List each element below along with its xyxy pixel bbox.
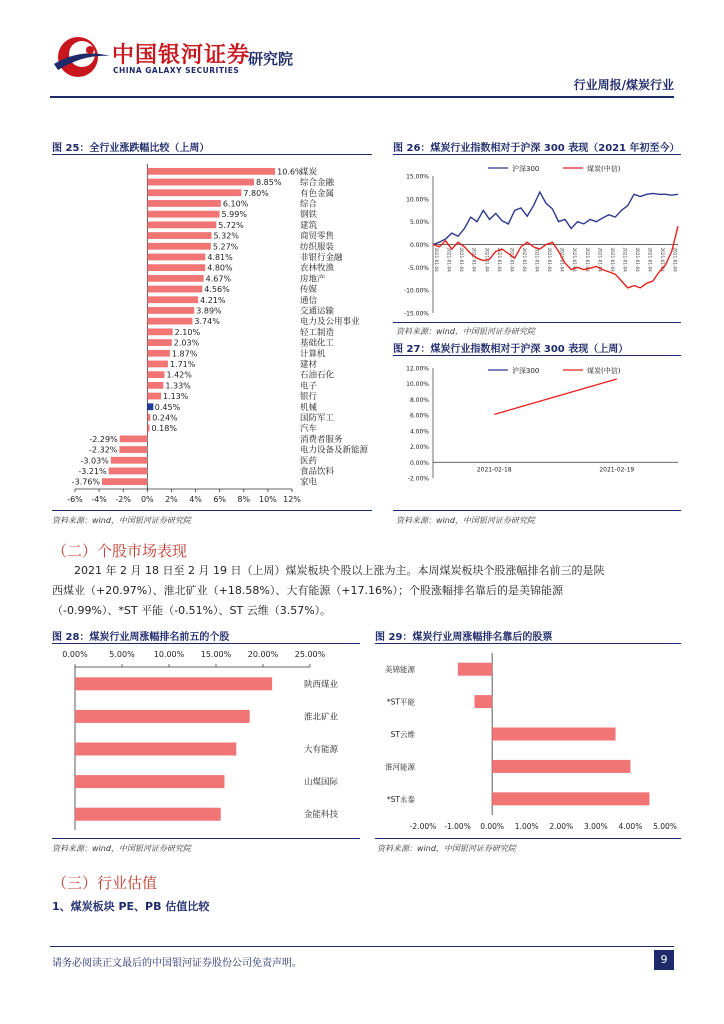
fig28-category-label: 淮北矿业: [304, 712, 339, 723]
fig25-bar: [147, 393, 161, 400]
fig26-legend-label: 沪深300: [512, 165, 540, 173]
page-number: 9: [654, 950, 674, 970]
fig25-category-label: 银行: [300, 392, 318, 403]
fig29-category-label: 美锦能源: [385, 665, 415, 675]
section3-subtitle: 1、煤炭板块 PE、PB 估值比较: [52, 900, 210, 913]
fig29-x-tick-label: 0.00%: [480, 822, 505, 831]
fig26-x-tick-label: 2021-01-04: [622, 247, 628, 272]
fig27-y-tick-label: 4.00%: [409, 428, 429, 436]
fig25-source: 资料来源：wind，中国银河证券研究院: [52, 516, 191, 525]
fig25-x-tick-label: 0%: [140, 495, 154, 504]
fig29-title-rule: [375, 643, 681, 644]
fig25-x-tick-label: 10%: [258, 495, 277, 504]
fig27-legend-label: 煤炭(中信): [587, 367, 621, 375]
fig25-x-tick-label: -6%: [67, 495, 83, 504]
fig25-bar: [147, 414, 150, 421]
fig28-x-tick-label: 25.00%: [294, 650, 326, 659]
fig27-source-rule: [393, 510, 681, 511]
fig26-x-tick-label: 2021-01-04: [572, 247, 578, 272]
fig27-y-tick-label: 0.00%: [409, 459, 429, 467]
fig26-title: 图 26：煤炭行业指数相对于沪深 300 表现（2021 年初至今）: [393, 143, 680, 154]
fig25-value-label: 5.99%: [221, 210, 247, 220]
fig29-chart: [375, 645, 683, 835]
fig26-y-tick-label: 15.00%: [406, 173, 429, 181]
fig29-x-tick-label: 1.00%: [514, 822, 539, 831]
fig29-x-tick-label: 3.00%: [583, 822, 608, 831]
fig25-value-label: 10.6%: [277, 167, 303, 177]
fig26-source-rule: [393, 322, 681, 323]
fig26-x-tick-label: 2021-01-04: [434, 247, 439, 272]
fig25-x-tick-label: 2%: [165, 495, 178, 504]
fig25-category-label: 商贸零售: [300, 231, 335, 242]
fig25-x-tick-label: 4%: [189, 495, 202, 504]
fig27-x-tick-label: 2021-02-18: [476, 466, 512, 474]
fig25-bar: [102, 478, 147, 485]
fig28-category-label: 陕西煤业: [304, 679, 339, 690]
fig26-x-tick-label: 2021-01-04: [446, 247, 452, 272]
fig26-x-tick-label: 2021-01-04: [471, 247, 477, 272]
fig26-series-line: [433, 226, 678, 288]
fig28-bar: [75, 710, 250, 723]
fig28-source: 资料来源：wind，中国银河证券研究院: [52, 844, 191, 853]
fig25-x-tick-label: 6%: [213, 495, 227, 504]
fig26-x-tick-label: 2021-01-04: [597, 247, 603, 272]
fig28-category-label: 金能科技: [304, 810, 339, 821]
fig28-bar: [75, 743, 236, 756]
fig25-chart: [50, 158, 380, 508]
fig25-bar: [120, 435, 148, 442]
fig25-value-label: 0.24%: [152, 413, 178, 423]
logo-en-text: CHINA GALAXY SECURITIES: [113, 66, 240, 75]
fig29-bar: [475, 695, 493, 708]
fig25-bar: [111, 457, 148, 464]
fig26-source: 资料来源：wind，中国银河证券研究院: [396, 327, 535, 336]
fig26-x-tick-label: 2021-01-04: [647, 247, 653, 272]
fig25-value-label: -2.29%: [89, 434, 118, 444]
fig25-category-label: 建筑: [300, 220, 318, 231]
fig25-value-label: 1.13%: [162, 392, 189, 402]
fig26-y-tick-label: -15.00%: [403, 310, 429, 318]
fig25-category-label: 农林牧渔: [300, 263, 335, 274]
fig25-value-label: 5.27%: [212, 242, 239, 252]
fig29-x-tick-label: -1.00%: [444, 822, 471, 831]
fig25-value-label: 4.21%: [200, 295, 226, 305]
fig29-x-tick-label: 4.00%: [618, 822, 643, 831]
fig25-category-label: 医药: [300, 456, 318, 467]
fig29-category-label: *ST平能: [386, 697, 415, 707]
fig25-value-label: 1.71%: [169, 359, 196, 369]
fig25-value-label: 7.80%: [243, 188, 269, 198]
institute-label: 研究院: [248, 50, 294, 68]
fig25-source-rule: [52, 510, 372, 511]
fig25-category-label: 消费者服务: [300, 434, 343, 445]
fig25-bar: [147, 264, 205, 271]
fig26-x-tick-label: 2021-01-04: [672, 247, 678, 272]
fig25-category-label: 家电: [300, 477, 318, 488]
fig25-x-tick-label: -4%: [91, 495, 107, 504]
fig27-source: 资料来源：wind，中国银河证券研究院: [396, 516, 535, 525]
fig27-y-tick-label: -2.00%: [407, 475, 429, 483]
fig26-x-tick-label: 2021-01-04: [459, 247, 465, 272]
fig29-x-tick-label: 2.00%: [549, 822, 574, 831]
fig27-y-tick-label: 8.00%: [409, 396, 429, 404]
fig28-bar: [75, 677, 272, 690]
fig28-category-label: 大有能源: [304, 745, 339, 755]
fig25-category-label: 非银行金融: [300, 252, 343, 263]
fig26-x-tick-label: 2021-01-04: [534, 247, 540, 272]
fig25-value-label: 1.87%: [171, 349, 198, 359]
fig26-x-tick-label: 2021-01-04: [584, 247, 590, 272]
fig27-title: 图 27：煤炭行业指数相对于沪深 300 表现（上周）: [393, 344, 629, 355]
fig25-value-label: -3.76%: [71, 477, 101, 487]
fig29-source: 资料来源：wind，中国银河证券研究院: [377, 844, 516, 853]
fig26-y-tick-label: -5.00%: [407, 264, 429, 272]
fig27-series-line: [494, 379, 617, 414]
fig25-category-label: 电力及公用事业: [300, 317, 360, 328]
fig25-bar: [147, 425, 149, 432]
fig25-value-label: 4.56%: [204, 285, 230, 295]
fig25-bar: [147, 211, 219, 218]
fig28-x-tick-label: 20.00%: [247, 650, 279, 659]
fig27-y-tick-label: 6.00%: [409, 412, 429, 420]
fig28-x-tick-label: 15.00%: [200, 650, 232, 659]
fig25-bar: [147, 307, 194, 314]
fig29-bar: [458, 663, 492, 676]
fig25-x-tick-label: 12%: [283, 495, 301, 504]
fig25-value-label: 6.10%: [222, 199, 249, 209]
fig25-bar: [147, 382, 163, 389]
fig29-category-label: 淮河能源: [385, 762, 415, 772]
fig25-bar: [147, 328, 172, 335]
fig25-bar: [119, 446, 147, 453]
fig25-value-label: 5.32%: [213, 231, 239, 241]
fig25-value-label: 2.03%: [173, 338, 200, 348]
fig26-x-tick-label: 2021-01-04: [609, 247, 615, 272]
fig25-value-label: -3.21%: [78, 466, 107, 476]
fig26-x-tick-label: 2021-01-04: [521, 247, 527, 272]
fig25-category-label: 交通运输: [300, 306, 335, 317]
fig25-category-label: 建材: [300, 359, 318, 370]
fig27-y-tick-label: 10.00%: [406, 381, 429, 389]
fig27-legend-label: 沪深300: [512, 367, 540, 375]
fig25-category-label: 基础化工: [300, 338, 335, 349]
fig25-bar: [147, 232, 211, 239]
fig25-bar: [147, 350, 170, 357]
fig25-category-label: 机械: [300, 402, 318, 413]
fig25-bar: [147, 243, 211, 250]
fig25-value-label: -3.03%: [80, 456, 109, 466]
fig25-bar: [147, 286, 202, 293]
fig25-bar: [147, 179, 254, 186]
fig25-category-label: 轻工制造: [300, 327, 335, 338]
fig26-y-tick-label: 10.00%: [406, 196, 429, 204]
fig25-category-label: 房地产: [300, 274, 326, 285]
fig25-x-tick-label: -2%: [115, 495, 132, 504]
fig29-title: 图 29：煤炭行业周涨幅排名靠后的股票: [375, 632, 553, 643]
fig25-value-label: 1.33%: [165, 381, 191, 391]
fig26-x-tick-label: 2021-01-04: [660, 247, 666, 272]
fig26-y-tick-label: -10.00%: [403, 287, 429, 295]
fig25-bar: [147, 200, 221, 207]
fig26-x-tick-label: 2021-01-04: [509, 247, 515, 272]
header-rule: [50, 96, 674, 98]
fig26-x-tick-label: 2021-01-04: [559, 247, 565, 272]
fig25-value-label: 2.10%: [174, 327, 201, 337]
fig29-bar: [492, 792, 649, 805]
logo-cn-text: 中国银河证券: [112, 43, 251, 68]
fig25-value-label: -2.32%: [89, 445, 118, 455]
fig25-category-label: 石油石化: [300, 370, 335, 381]
fig25-category-label: 计算机: [300, 349, 326, 360]
fig29-bar: [492, 760, 630, 773]
fig25-value-label: 8.85%: [256, 178, 282, 188]
fig26-chart: [393, 158, 683, 320]
fig25-value-label: 5.72%: [218, 220, 244, 230]
fig27-title-rule: [393, 355, 681, 356]
fig25-bar: [147, 296, 198, 303]
footer-rule: [50, 946, 674, 947]
fig25-category-label: 钢铁: [300, 210, 318, 221]
fig25-title-rule: [52, 154, 372, 155]
fig25-bar: [147, 221, 216, 228]
fig27-x-tick-label: 2021-02-19: [599, 466, 635, 474]
fig29-category-label: ST云维: [390, 730, 415, 739]
fig28-x-tick-label: 10.00%: [153, 650, 185, 659]
fig26-title-rule: [393, 154, 681, 155]
fig25-category-label: 综合: [300, 199, 318, 210]
fig26-series-line: [433, 192, 678, 245]
fig25-category-label: 国防军工: [300, 413, 335, 424]
fig27-y-tick-label: 2.00%: [409, 444, 429, 452]
fig25-value-label: 3.89%: [196, 306, 222, 316]
fig25-value-label: 1.42%: [166, 370, 192, 380]
fig26-x-tick-label: 2021-01-04: [635, 247, 641, 272]
fig28-title: 图 28：煤炭行业周涨幅排名前五的个股: [52, 632, 230, 643]
fig25-value-label: 0.45%: [154, 402, 181, 412]
fig25-title: 图 25：全行业涨跌幅比较（上周）: [52, 143, 210, 154]
fig25-category-label: 汽车: [300, 424, 318, 435]
fig25-value-label: 3.74%: [194, 317, 220, 327]
fig25-category-label: 通信: [300, 295, 318, 306]
fig25-bar: [147, 318, 192, 325]
fig25-x-tick-label: 8%: [237, 495, 251, 504]
fig28-title-rule: [52, 643, 360, 644]
fig25-value-label: 4.81%: [207, 252, 233, 262]
fig26-x-tick-label: 2021-01-04: [496, 247, 502, 272]
fig25-category-label: 煤炭: [300, 167, 318, 178]
fig25-bar: [147, 189, 241, 196]
fig29-category-label: *ST永泰: [386, 794, 415, 804]
fig25-bar: [147, 339, 171, 346]
fig25-category-label: 电力设备及新能源: [300, 445, 369, 456]
fig25-bar: [147, 371, 164, 378]
fig26-legend-label: 煤炭(中信): [587, 165, 621, 173]
fig28-source-rule: [52, 838, 360, 839]
fig28-x-tick-label: 0.00%: [62, 650, 88, 659]
section3-title: （三）行业估值: [52, 874, 158, 892]
fig25-category-label: 电子: [300, 381, 318, 392]
fig26-y-tick-label: 0.00%: [409, 242, 429, 249]
fig26-x-tick-label: 2021-01-04: [484, 247, 490, 272]
fig27-y-tick-label: 12.00%: [406, 365, 429, 373]
fig25-bar: [147, 254, 205, 261]
fig25-category-label: 有色金属: [300, 188, 335, 199]
fig29-bar: [492, 728, 615, 741]
fig26-y-tick-label: 5.00%: [409, 219, 429, 227]
fig27-chart: [393, 358, 683, 508]
fig28-category-label: 山煤国际: [304, 777, 339, 788]
fig25-bar: [147, 361, 168, 368]
fig29-x-tick-label: -2.00%: [409, 822, 437, 831]
fig28-x-tick-label: 5.00%: [109, 650, 135, 659]
fig28-bar: [75, 808, 221, 821]
fig25-category-label: 综合金融: [300, 178, 335, 189]
fig25-value-label: 0.18%: [151, 424, 177, 434]
fig25-category-label: 传媒: [300, 285, 318, 296]
fig29-x-tick-label: 5.00%: [653, 822, 677, 831]
fig29-source-rule: [375, 838, 681, 839]
fig28-chart: [50, 645, 365, 835]
section2-title: （二）个股市场表现: [52, 542, 188, 560]
fig25-bar: [147, 403, 153, 410]
fig25-category-label: 纺织服装: [300, 242, 335, 253]
galaxy-logo-icon: [50, 34, 112, 80]
section2-paragraph: 2021 年 2 月 18 日至 2 月 19 日（上周）煤炭板块个股以上涨为主。本周煤炭板块个股涨幅排名前三的是陕西煤业（+20.97%）、淮北矿业（+18.58%）、大有能源（+17.16%）；个股涨幅排名靠后的是美锦能源（-0.99%）、*ST 平能（-0.51%）、ST 云维（3.57%）。: [52, 564, 605, 617]
fig28-bar: [75, 775, 224, 788]
fig25-value-label: 4.67%: [205, 274, 232, 284]
report-type: 行业周报/煤炭行业: [573, 78, 674, 92]
fig25-bar: [147, 275, 203, 282]
fig25-category-label: 食品饮料: [300, 466, 335, 477]
fig25-bar: [147, 168, 275, 175]
footer-disclaimer: 请务必阅读正文最后的中国银河证券股份公司免责声明。: [52, 958, 302, 969]
fig25-value-label: 4.80%: [207, 263, 233, 273]
fig26-x-tick-label: 2021-01-04: [547, 247, 553, 272]
fig25-bar: [109, 468, 148, 475]
